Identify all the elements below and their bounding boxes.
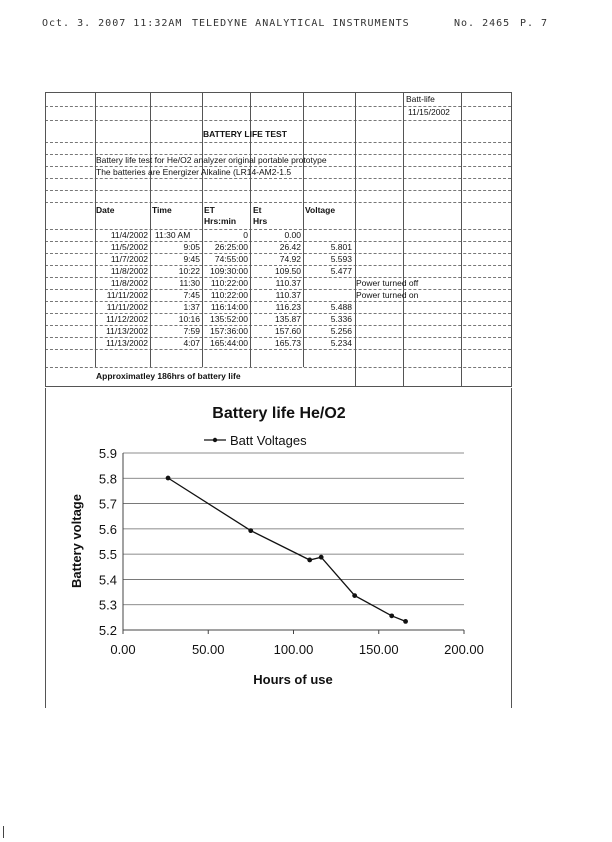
row-date: 11/11/2002 bbox=[106, 302, 148, 312]
row-hrs: 157.60 bbox=[275, 326, 301, 336]
column-header-time: Time bbox=[152, 205, 172, 215]
row-voltage: 5.336 bbox=[330, 314, 352, 324]
row-time: 11:30 bbox=[179, 278, 200, 288]
y-tick-label: 5.7 bbox=[98, 496, 117, 512]
column-header-date: Date bbox=[96, 205, 115, 215]
row-voltage: 5.477 bbox=[330, 266, 352, 276]
row-hrs: 26.42 bbox=[279, 242, 301, 252]
row-time: 9:45 bbox=[183, 254, 200, 264]
series-line-batt-voltages bbox=[168, 478, 406, 621]
fax-datetime: Oct. 3. 2007 11:32AM bbox=[42, 18, 183, 29]
row-voltage: 5.801 bbox=[330, 242, 352, 252]
row-date: 11/13/2002 bbox=[106, 326, 148, 336]
row-date: 11/4/2002 bbox=[110, 230, 148, 240]
battery-life-chart bbox=[46, 388, 512, 708]
row-date: 11/11/2002 bbox=[106, 290, 148, 300]
row-hrs: 109.50 bbox=[275, 266, 301, 276]
data-point bbox=[307, 558, 312, 563]
fax-header bbox=[42, 18, 572, 34]
y-tick-label: 5.4 bbox=[98, 572, 117, 588]
row-time: 7:45 bbox=[183, 290, 200, 300]
row-hrs: 110.37 bbox=[275, 278, 301, 288]
row-et: 109:30:00 bbox=[210, 266, 248, 276]
row-date: 11/12/2002 bbox=[106, 314, 148, 324]
row-et: 0 bbox=[243, 230, 248, 240]
description-line-2: The batteries are Energizer Alkaline (LR14-AM2-1.5 bbox=[96, 167, 292, 177]
x-tick-label: 150.00 bbox=[358, 642, 399, 657]
batt-life-label: Batt-life bbox=[406, 94, 435, 104]
fax-number: No. 2465 bbox=[454, 18, 511, 29]
column-header-et-hrs-sub: Hrs bbox=[253, 216, 268, 226]
data-point bbox=[319, 555, 324, 560]
row-date: 11/13/2002 bbox=[106, 338, 148, 348]
y-tick-label: 5.2 bbox=[98, 623, 117, 638]
chart-area bbox=[45, 388, 512, 708]
row-date: 11/8/2002 bbox=[110, 266, 148, 276]
document-date: 11/15/2002 bbox=[408, 107, 450, 117]
row-hrs: 135.87 bbox=[275, 314, 301, 324]
y-tick-label: 5.6 bbox=[98, 521, 117, 537]
row-et: 110:22:00 bbox=[210, 290, 248, 300]
row-time: 10:16 bbox=[178, 314, 200, 324]
y-tick-label: 5.8 bbox=[98, 471, 117, 487]
margin-mark bbox=[3, 826, 4, 838]
row-et: 165:44:00 bbox=[210, 338, 248, 348]
spreadsheet-table bbox=[45, 92, 511, 387]
y-axis-ticks bbox=[99, 446, 117, 638]
row-et: 26:25:00 bbox=[214, 242, 248, 252]
x-axis-ticks bbox=[110, 630, 484, 657]
column-header-et-hrs: Et bbox=[253, 205, 262, 215]
legend-marker-icon bbox=[213, 438, 217, 442]
legend-label: Batt Voltages bbox=[230, 433, 307, 448]
y-tick-label: 5.5 bbox=[98, 547, 117, 563]
row-voltage: 5.593 bbox=[330, 254, 352, 264]
column-header-et: ET bbox=[204, 205, 215, 215]
row-et: 74:55:00 bbox=[214, 254, 248, 264]
x-tick-label: 100.00 bbox=[273, 642, 314, 657]
row-date: 11/5/2002 bbox=[110, 242, 148, 252]
data-point bbox=[166, 476, 171, 481]
row-hrs: 110.37 bbox=[275, 290, 301, 300]
column-header-et-sub: Hrs:min bbox=[204, 216, 237, 226]
row-note: Power turned on bbox=[356, 290, 419, 300]
row-et: 116:14:00 bbox=[210, 302, 248, 312]
row-hrs: 165.73 bbox=[275, 338, 301, 348]
row-voltage: 5.234 bbox=[330, 338, 352, 348]
y-tick-label: 5.3 bbox=[98, 597, 117, 613]
x-axis-label: Hours of use bbox=[253, 672, 333, 687]
row-note: Power turned off bbox=[356, 278, 419, 288]
row-hrs: 74.92 bbox=[279, 254, 301, 264]
chart-legend bbox=[204, 433, 307, 448]
description-line-1: Battery life test for He/O2 analyzer original portable prototype bbox=[96, 155, 327, 165]
series-points bbox=[166, 476, 408, 624]
data-point bbox=[403, 619, 408, 624]
row-time: 11:30 AM bbox=[155, 230, 191, 240]
data-point bbox=[248, 528, 253, 533]
grid-lines bbox=[123, 453, 464, 630]
sheet-title: BATTERY LIFE TEST bbox=[203, 129, 287, 139]
x-tick-label: 200.00 bbox=[444, 642, 484, 657]
chart-title: Battery life He/O2 bbox=[212, 405, 346, 422]
row-hrs: 116.23 bbox=[275, 302, 301, 312]
data-point bbox=[389, 613, 394, 618]
row-time: 10:22 bbox=[178, 266, 200, 276]
y-axis-label: Battery voltage bbox=[69, 494, 84, 588]
row-time: 4:07 bbox=[183, 338, 200, 348]
x-tick-label: 0.00 bbox=[110, 642, 136, 657]
row-time: 9:05 bbox=[183, 242, 200, 252]
x-tick-label: 50.00 bbox=[191, 642, 225, 657]
y-tick-label: 5.9 bbox=[98, 446, 117, 461]
row-hrs: 0.00 bbox=[284, 230, 301, 240]
fax-company: TELEDYNE ANALYTICAL INSTRUMENTS bbox=[192, 18, 410, 29]
row-et: 110:22:00 bbox=[210, 278, 248, 288]
row-time: 1:37 bbox=[183, 302, 200, 312]
column-header-voltage: Voltage bbox=[305, 205, 336, 215]
data-point bbox=[352, 593, 357, 598]
series-path bbox=[168, 478, 406, 621]
row-time: 7:59 bbox=[183, 326, 200, 336]
row-date: 11/7/2002 bbox=[110, 254, 148, 264]
row-voltage: 5.256 bbox=[330, 326, 352, 336]
row-date: 11/8/2002 bbox=[110, 278, 148, 288]
fax-page: P. 7 bbox=[520, 18, 549, 29]
row-voltage: 5.488 bbox=[330, 302, 352, 312]
summary-note: Approximatley 186hrs of battery life bbox=[96, 371, 241, 381]
row-et: 135:52:00 bbox=[210, 314, 248, 324]
row-et: 157:36:00 bbox=[210, 326, 248, 336]
